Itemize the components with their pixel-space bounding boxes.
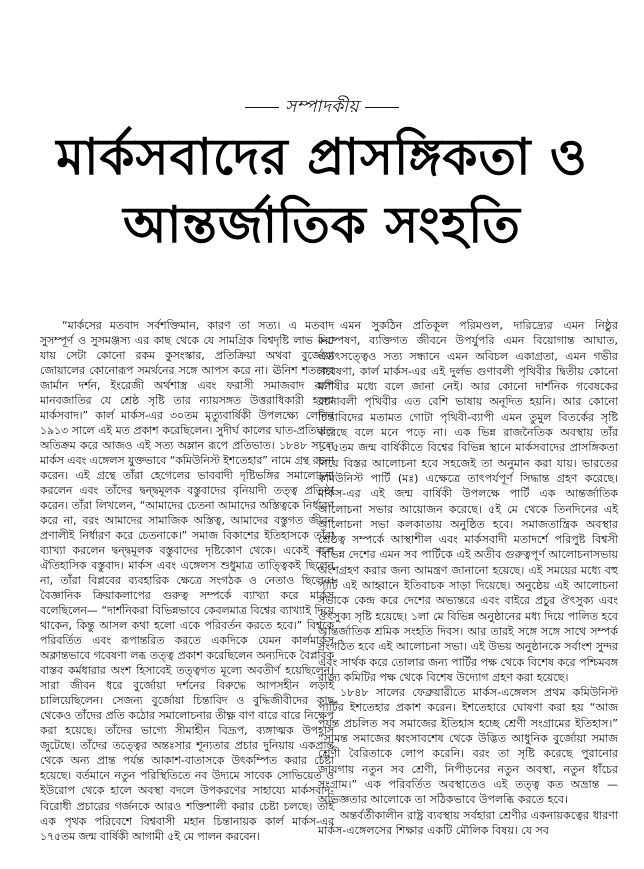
left-paragraph-1: “মার্কসের মতবাদ সর্বশক্তিমান, কারণ তা সত্য। এ মতবাদ সুসম্পূর্ণ ও সুসমঞ্জস্য এর কাছ থেকে যে সামগ্রিক বিশ্বদৃষ্টি লাভ করা যায় সেটা কোনো রকম কুসংস্কার, প্রতিক্রিয়া অথবা বুর্জোয়া জোয়ালের কোনোরূপ সমর্থনের সঙ্গে আপস করে না। ঊনিশ শতকের জার্মান দর্শন, ইংরেজী অর্থশাস্ত্র এবং ফরাসী সমাজবাদ রূপে মানবজাতির যে শ্রেষ্ঠ সৃষ্টি তার ন্যায়সঙ্গত উত্তরাধিকারী হলো মার্কসবাদ।” কার্ল মার্কস-এর ৩০তম মৃত্যুবার্ষিকী উপলক্ষ্যে লেনিন ১৯১৩ সালে এই মত প্রকাশ করেছিলেন। সুদীর্ঘ কালের ঘাত-প্রতিঘাত অতিক্রম করে আজও এই সত্য অম্লান রূপে প্রতিভাত। ১৮৪৮ সালে মার্কস এবং এঙ্গেলস যুক্তভাবে “কমিউনিস্ট ইশতেহার” নামে গ্রন্থ রচনা করেন। এই গ্রন্থে তাঁরা হেগেলের ভাববাদী দৃষ্টিভঙ্গির সমালোচনা করলেন এবং তাঁদের দ্বন্দ্বমূলক বস্তুবাদের বৃনিয়াদী তত্ত্ব প্রতিষ্ঠা করেন। তাঁরা লিখলেন, “আমাদের চেতনা আমাদের অস্তিত্বকে নির্ধারণ করে না, বরং আমাদের সামাজিক অস্তিত্ব, আমাদের বস্তুগত জীবন প্রণালীই নির্ধারণ করে চেতনাকে।” সমাজ বিকাশের ইতিহাসকে তাঁরা ব্যাখ্যা করলেন দ্বন্দ্বমূলক বস্তুবাদের দৃষ্টিকোণ থেকে। একেই বলে ঐতিহাসিক বস্তুবাদ। মার্কস এবং এঙ্গেলস শুধুমাত্র তাত্ত্বিকই ছিলেন না, তাঁরা বিপ্লবের ব্যবহারিক ক্ষেত্রে সংগঠক ও নেতাও ছিলেন। বৈজ্ঞানিক ক্রিয়াকলাপের গুরুত্ব সম্পর্কে ব্যাখ্যা করে মার্কস বলেছিলেন— “দার্শনিকরা বিভিন্নভাবে কেবলমাত্র বিশ্বের ব্যাখ্যাই দিয়ে থাকেন, কিন্তু আসল কথা হলো একে পরিবর্তন করতে হবে।” বিশ্বকে পরিবর্তিত এবং রূপান্তরিত করতে একদিকে যেমন কার্লমার্কস অক্লান্তভাবে গবেষণা লব্ধ তত্ত্ব প্রকাশ করেছিলেন অন্যদিকে বৈপ্লবিক বাস্তব কর্মধারার অংশ হিসাবেই তত্ত্বগত মূল্যে অবতীর্ণ হয়েছিলেন। সারা জীবন ধরে বুর্জোয়া দর্শনের বিরুদ্ধে আপসহীন লড়াই চালিয়েছিলেন। সেজন্য বুর্জোয়া চিন্তাবিদ ও বুদ্ধিজীবীদের কাছ থেকেও তাঁদের প্রতি কঠোর সমালোচনার তীক্ষ্ণ বাণ বারে বারে নিক্ষেপ করা হয়েছে। তাঁদের ভাগ্যে সীমাহীন বিদ্রূপ, ব্যঙ্গাত্মক উপহাস জুটেছে। তাঁদের তত্ত্বের অন্তঃসার শূন্যতার প্রচার দুনিয়ায় একপ্রান্ত থেকে অন্য প্রান্ত পর্যন্ত আকাশ-বাতাসকে উৎকম্পিত করার চেষ্টা হয়েছে। বর্তমানে নতুন পরিস্থিতিতে নব উদ্যমে সাবেক সোভিয়েত ও ইউরোপ থেকে হালে অবস্থা বদলে উপকরণের সাহায্যে মার্কসবাদ-বিরোধী প্রচারের গর্জনকে আরও শক্তিশালী করার চেষ্টা চলছে। তাই এক পৃথক পরিবেশে বিশ্ববাসী মহান চিন্তানায়ক কার্ল মার্কস-এর ১৭৫তম জন্ম বার্ষিকী আগামী ৫ই মে পালন করবেন। <box>40 319 334 843</box>
headline-line-2: আন্তর্জাতিক সংহতি <box>123 196 521 254</box>
right-paragraph-3: অন্তর্বর্তীকালীন রাষ্ট্র ব্যবস্থায় সর্বহারা শ্রেণীর একনায়কত্বের ধারণা মার্কস-এঙ্গেলসের শিক্ষার একটি মৌলিক বিষয়। যে সব <box>318 808 618 837</box>
right-rule <box>365 107 399 108</box>
section-label-text: সম্পাদকীয় <box>284 97 360 117</box>
headline-line-1: মার্কসবাদের প্রাসঙ্গিকতা ও <box>56 128 588 186</box>
right-column <box>318 318 618 838</box>
right-paragraph-1: এমন সুকঠিন প্রতিকূল পরিমণ্ডল, দারিদ্র্যের এমন নিষ্ঠুর নিষ্পেষণ, ব্যক্তিগত জীবনে উপর্যুপরি এমন বিয়োগান্ত আঘাত, এতৎসত্ত্বেও সত্য সন্ধানে এমন অবিচল একাগ্রতা, এমন গভীর গবেষণা, কার্ল মার্কস-এর এই দুর্লভ গুণাবলী পৃথিবীর দ্বিতীয় কোনো মণীষীর মধ্যে বলে জানা নেই। আর কোনো দার্শনিক গবেষকের রচনাবলী পৃথিবীর এত বেশি ভাষায় অনূদিত হয়নি। আর কোনো চিন্তাবিদের মতামত গোটা পৃথিবী-ব্যাপী এমন তুমুল বিতর্কের সৃষ্টি করেছে বলে মনে পড়ে না। এক ভিন্ন রাজনৈতিক অবস্থায় তাঁর ১৭৫তম জন্ম বার্ষিকীতে বিশ্বের বিভিন্ন স্থানে মার্কসবাদের প্রাসঙ্গিকতা নিয়ে বিস্তর আলোচনা হবে সহজেই তা অনুমান করা যায়। ভারতের কমিউনিস্ট পার্টি (মঃ) এক্ষেত্রে তাৎপর্যপূর্ণ সিদ্ধান্ত গ্রহণ করেছে। মার্কস-এর এই জন্ম বার্ষিকী উপলক্ষে পার্টি এক আন্তর্জাতিক আলোচনা সভার আয়োজন করেছে। ৫ই মে থেকে তিনদিনের এই আলোচনা সভা কলকাতায় অনুষ্ঠিত হবে। সমাজতান্ত্রিক অবস্থার শ্রেষ্ঠত্ব সম্পর্কে আস্থাশীল এবং মার্কসবাদী মতাদর্শে পরিপুষ্ট বিশ্বসী বিভিন্ন দেশের এমন সব পার্টিকে এই অতীব গুরুত্বপূর্ণ আলোচনাসভায় অংশগ্রহণ করার জন্য আমন্ত্রণ জানানো হয়েছে। এই সময়ের মধ্যে বহু পার্টি এই আহ্বানে ইতিবাচক সাড়া দিয়েছে। অনুষ্ঠেয় এই আলোচনা সভাকে কেন্দ্র করে দেশের অভ্যন্তরে এবং বাইরে প্রচুর ঔৎসুক্য এবং ঔৎসুক্য সৃষ্টি হয়েছে। ১লা মে বিভিন্ন অনুষ্ঠানের মধ্য দিয়ে পালিত হবে আন্তর্জাতিক শ্রমিক সংহতি দিবস। আর তারই সঙ্গে সঙ্গে সাথে সম্পর্ক সংগঠিত হবে এই আলোচনা সভা। এই উভয় অনুষ্ঠানকে সর্বাংশ সুন্দর এবং সার্থক করে তোলার জন্য পার্টির পক্ষ থেকে বিশেষ করে পশ্চিমবঙ্গ রাজ্য কমিটির পক্ষ থেকে বিশেষ উদ্যোগ গ্রহণ করা হয়েছে। <box>318 319 618 684</box>
left-column <box>40 318 334 844</box>
right-paragraph-2: ১৮৪৮ সালের ফেব্রুয়ারীতে মার্কস-এঙ্গেলস প্রথম কমিউনিস্ট পার্টির ইশতেহার প্রকাশ করেন। ইশতেহারে ঘোষণা করা হয় “আজ পর্যন্ত প্রচলিত সব সমাজের ইতিহাস হচ্ছে শ্রেণী সংগ্রামের ইতিহাস।” “সামন্ত সমাজের ধ্বংসাবশেষ থেকে উদ্ভিত আধুনিক বুর্জোয়া সমাজ শ্রেণী বৈরিতাকে লোপ করেনি। বরং তা সৃষ্টি করেছে পুরানোর জায়গায় নতুন সব শ্রেণী, নিপীড়নের নতুন অবস্থা, নতুন ধাঁচের সংগ্রাম।” এক পরিবর্তিত অবস্থাতেও এই তত্ত্ব কত অভ্রান্ত — অভিজ্ঞতার আলোকে তা সঠিকভাবে উপলব্ধি করতে হবে। <box>318 686 618 807</box>
section-label <box>0 94 644 122</box>
left-rule <box>245 107 279 108</box>
